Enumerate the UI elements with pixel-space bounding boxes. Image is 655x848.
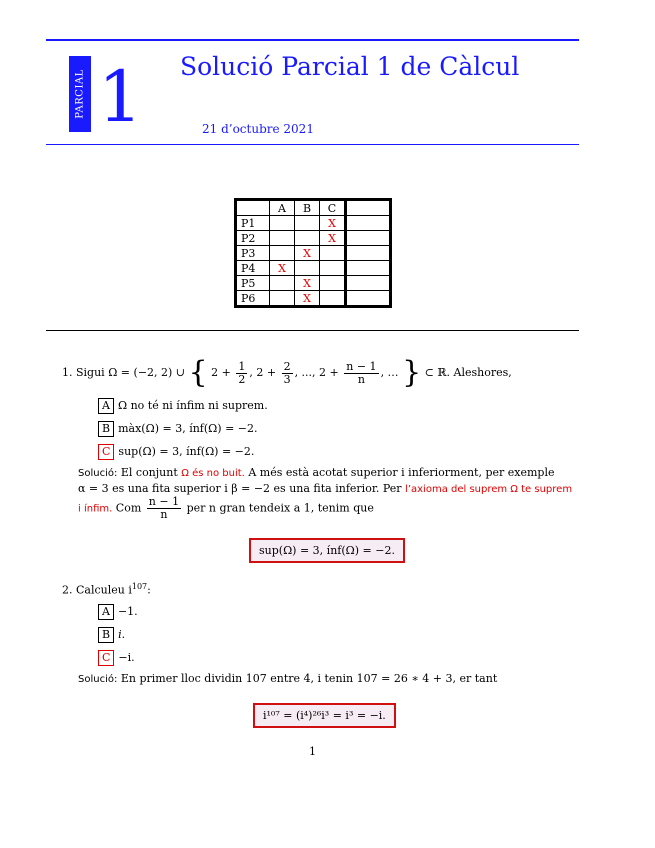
q2-result-box: i¹⁰⁷ = (i⁴)²⁶i³ = i³ = −i.: [253, 703, 396, 728]
empty-cell: [346, 291, 391, 307]
solution-text: En primer lloc dividin 107 entre 4, i tenin 107 = 26 ∗ 4 + 3, er tant: [120, 672, 498, 685]
row-label: P3: [236, 246, 270, 261]
parcial-tab-label: PARCIAL: [74, 69, 86, 119]
solution-highlight: i ínfim.: [78, 503, 113, 515]
q1-stmt-part: , …: [380, 366, 399, 379]
q1-stmt-part: , ..., 2 +: [294, 366, 339, 379]
solution-text: A més està acotat superior i inferiorment, per exemple: [248, 466, 555, 479]
table-row: [236, 216, 391, 231]
header-cell: A: [270, 200, 295, 216]
empty-cell: [346, 276, 391, 291]
solution-highlight: l’axioma del suprem Ω te suprem: [405, 484, 573, 495]
header-top-rule: [46, 39, 579, 41]
option-letter-box: B: [98, 627, 114, 643]
answer-mark: [270, 291, 295, 307]
left-brace: {: [188, 355, 208, 390]
option-text: Ω no té ni ínfim ni suprem.: [117, 399, 268, 412]
answer-mark: [270, 276, 295, 291]
empty-cell: [346, 231, 391, 246]
row-label: P4: [236, 261, 270, 276]
denominator: 2: [238, 372, 246, 386]
solution-label: Solució:: [78, 674, 118, 685]
empty-cell: [346, 216, 391, 231]
option-letter-box: B: [98, 421, 114, 437]
numerator: 2: [283, 359, 291, 373]
parcial-tab: [69, 56, 91, 132]
answer-mark: X: [295, 276, 320, 291]
table-row: [236, 261, 391, 276]
denominator: 3: [283, 372, 291, 386]
denominator: n: [357, 372, 365, 386]
q2-stmt-part: Calculeu i: [76, 583, 132, 597]
q1-solution-line2: [78, 482, 572, 495]
q2-statement: [62, 582, 151, 597]
option-text: −1.: [117, 605, 138, 618]
q1-stmt-part: Sigui Ω = (−2, 2) ∪: [76, 366, 186, 379]
row-label: P6: [236, 291, 270, 307]
right-brace: }: [402, 355, 422, 390]
page-title: Solució Parcial 1 de Càlcul: [180, 52, 520, 81]
table-row: [236, 246, 391, 261]
q1-option-c: [98, 444, 254, 460]
answer-mark: X: [295, 246, 320, 261]
q1-option-a: [98, 398, 268, 414]
fraction: [282, 361, 293, 386]
header-cell: [346, 200, 391, 216]
solution-text: α = 3 es una fita superior i β = −2 es una fita inferior. Per: [78, 482, 402, 495]
numerator: n − 1: [148, 495, 180, 508]
solution-text: per n gran tendeix a 1, tenim que: [186, 501, 374, 515]
page-number: 1: [309, 745, 316, 758]
exam-date: 21 d’octubre 2021: [202, 122, 314, 136]
answer-mark: [270, 246, 295, 261]
answer-mark: [320, 261, 346, 276]
q2-option-c: [98, 650, 135, 666]
q2-solution: [78, 672, 497, 685]
q1-stmt-part: 2 +: [211, 366, 231, 379]
fraction: [236, 361, 247, 386]
header-cell: B: [295, 200, 320, 216]
answer-mark: X: [320, 231, 346, 246]
exam-number: 1: [98, 56, 143, 138]
table-row: [236, 276, 391, 291]
section-divider: [46, 330, 579, 331]
q1-solution-line1: [78, 466, 555, 479]
header-cell: [236, 200, 270, 216]
answer-mark: [295, 216, 320, 231]
q1-number: 1.: [62, 366, 73, 379]
answer-mark: X: [270, 261, 295, 276]
q2-number: 2.: [62, 583, 73, 597]
answer-mark: [320, 276, 346, 291]
option-text: sup(Ω) = 3, ínf(Ω) = −2.: [118, 445, 255, 458]
q1-result-box: sup(Ω) = 3, ínf(Ω) = −2.: [249, 538, 405, 563]
row-label: P2: [236, 231, 270, 246]
fraction: [344, 361, 378, 386]
table-row: [236, 291, 391, 307]
fraction: [147, 496, 181, 521]
numerator: 1: [238, 359, 246, 373]
table-row: [236, 231, 391, 246]
q1-option-b: [98, 421, 258, 437]
q1-stmt-part: , 2 +: [249, 366, 277, 379]
q1-stmt-part: ⊂ ℝ. Aleshores,: [424, 366, 512, 379]
solution-text: El conjunt: [120, 466, 178, 479]
answer-mark: X: [320, 216, 346, 231]
option-text: màx(Ω) = 3, ínf(Ω) = −2.: [118, 422, 258, 435]
solution-text: Com: [115, 501, 142, 515]
answer-mark: [295, 231, 320, 246]
answer-mark: [270, 231, 295, 246]
solution-highlight: Ω és no buit.: [181, 468, 245, 479]
numerator: n − 1: [346, 359, 377, 373]
solution-label: Solució:: [78, 468, 118, 479]
row-label: P1: [236, 216, 270, 231]
answer-mark: [320, 291, 346, 307]
option-letter-box: A: [98, 398, 114, 414]
option-letter-box-correct: C: [98, 650, 114, 666]
header-cell: C: [320, 200, 346, 216]
q2-option-a: [98, 604, 138, 620]
option-letter-box-correct: C: [98, 444, 114, 460]
answer-table: [234, 198, 392, 308]
answer-table-header: [236, 200, 391, 216]
option-text: −i.: [118, 651, 135, 664]
header-bottom-rule: [46, 144, 579, 145]
answer-mark: [320, 246, 346, 261]
option-letter-box: A: [98, 604, 114, 620]
answer-mark: [295, 261, 320, 276]
denominator: n: [160, 508, 168, 521]
empty-cell: [346, 246, 391, 261]
q2-exponent: 107: [131, 582, 148, 591]
row-label: P5: [236, 276, 270, 291]
q2-option-b: [98, 627, 125, 643]
answer-mark: X: [295, 291, 320, 307]
q2-stmt-part: :: [147, 583, 151, 597]
q1-statement: [62, 355, 512, 390]
q1-solution-line3: [78, 496, 374, 521]
answer-mark: [270, 216, 295, 231]
option-text: i.: [118, 628, 126, 641]
empty-cell: [346, 261, 391, 276]
